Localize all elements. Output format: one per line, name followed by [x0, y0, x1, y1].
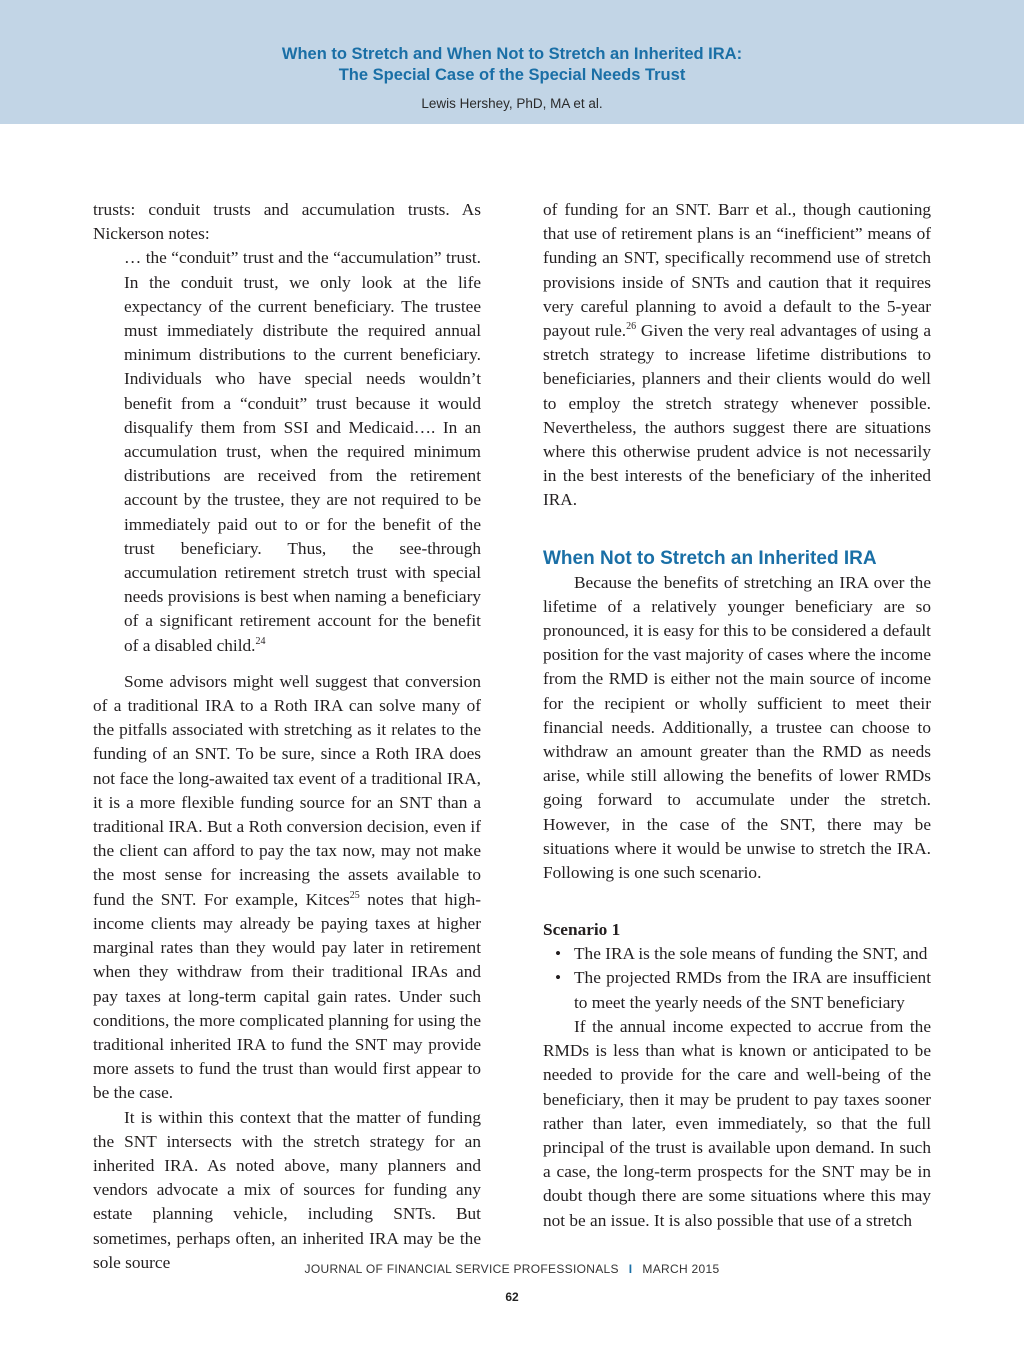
right-column	[543, 198, 931, 1233]
paragraph	[543, 198, 931, 513]
footnote-ref: 25	[349, 889, 360, 901]
bullet-icon: •	[555, 944, 562, 964]
footnote-ref: 26	[626, 321, 637, 333]
footnote-ref: 24	[255, 635, 266, 647]
paragraph: It is within this context that the matter of funding the SNT intersects with the stretch strategy for an inherited IRA. As noted above, many planners and vendors advocate a mix of sources for funding any estate planning vehicle, including SNTs. But sometimes, perhaps often, an inherited IRA may be the sole source	[93, 1107, 481, 1272]
list-item-text: The projected RMDs from the IRA are insufficient to meet the yearly needs of the SNT beneficiary	[574, 968, 931, 1012]
scenario-heading: Scenario 1	[543, 920, 621, 940]
paragraph-text: Given the very real advantages of using a stretch strategy to increase lifetime distributions to beneficiaries, planners and their clients would do well to employ the stretch strategy whenever possible. Nevertheless, the authors suggest there are situations where this otherwise prudent advice is not necessarily in the best interests of the beneficiary of the inherited IRA.	[543, 321, 931, 510]
page-number: 62	[505, 1290, 519, 1304]
section-heading: When Not to Stretch an Inherited IRA	[543, 547, 877, 569]
bullet-icon: •	[555, 968, 562, 988]
block-quote	[124, 246, 481, 657]
footer-separator: I	[628, 1262, 633, 1276]
left-column	[93, 198, 481, 1275]
paragraph: Because the benefits of stretching an IRA over the lifetime of a relatively younger beneficiary are so pronounced, it is easy for this to be considered a default position for the vast majority of cases where the income from the RMD is either not the main source of income for the recipient or wholly sufficient to meet their financial needs. Additionally, a trustee can choose to withdraw an amount greater than the RMD as needs arise, while still allowing the benefits of lower RMDs going forward to accumulate under the stretch. However, in the case of the SNT, there may be situations where it would be unwise to stretch the IRA. Following is one such scenario.	[543, 572, 931, 883]
paragraph	[93, 670, 481, 1106]
header-banner	[0, 0, 1024, 124]
paragraph-text: notes that high-income clients may already be paying taxes at higher marginal rates than they would pay later in retirement when they withdraw from their traditional IRAs and pay taxes at long-term capital gain rates. Under such conditions, the more complicated planning for using the traditional inherited IRA to fund the SNT may provide more assets to fund the trust than would first appear to be the case.	[93, 889, 481, 1103]
paragraph: If the annual income expected to accrue from the RMDs is less than what is known or anticipated to be needed to provide for the care and well-being of the beneficiary, then it may be prudent to pay taxes sooner rather than later, even immediately, so that the full principal of the trust is available upon demand. In such a case, the long-term prospects for the SNT may be in doubt though there are some situations where this may not be an issue. It is also possible that use of a stretch	[543, 1016, 931, 1230]
journal-name: JOURNAL OF FINANCIAL SERVICE PROFESSIONALS	[304, 1262, 619, 1276]
article-title-line-2: The Special Case of the Special Needs Trust	[338, 66, 686, 84]
paragraph-text: Some advisors might well suggest that conversion of a traditional IRA to a Roth IRA can solve many of the pitfalls associated with stretching as it relates to the funding of an SNT. To be sure, since a Roth IRA does not face the long-awaited tax event of a traditional IRA, it is a more flexible funding source for an SNT than a traditional IRA. But a Roth conversion decision, even if the client can afford to pay the tax now, may not make the most sense for increasing the assets available to fund the SNT. For example, Kitces	[93, 671, 481, 909]
quote-text: … the “conduit” trust and the “accumulation” trust. In the conduit trust, we only look at the life expectancy of the current beneficiary. The trustee must immediately distribute the required annual minimum distributions to the current beneficiary. Individuals who have special needs wouldn’t benefit from a “conduit” trust because it would disqualify them from SSI and Medicaid…. In an accumulation trust, when the required minimum distributions are received from the retirement account by the trustee, they are not required to be immediately paid out to or for the benefit of the trust beneficiary. Thus, the see-through accumulation retirement stretch trust with special needs provisions is best when naming a beneficiary of a significant retirement account for the benefit of a disabled child.	[124, 248, 481, 655]
paragraph-text: of funding for an SNT. Barr et al., though cautioning that use of retirement plans is an “inefficient” means of funding an SNT, specifically recommend use of stretch provisions inside of SNTs and caution that it requires very careful planning to avoid a default to the 5-year payout rule.	[543, 200, 931, 341]
page-footer	[0, 1262, 1024, 1276]
list-item	[543, 966, 931, 1014]
bullet-list	[543, 942, 931, 1015]
list-item-text: The IRA is the sole means of funding the SNT, and	[574, 944, 928, 964]
author-line: Lewis Hershey, PhD, MA et al.	[421, 96, 603, 111]
article-title-line-1: When to Stretch and When Not to Stretch an Inherited IRA:	[281, 45, 743, 63]
paragraph: trusts: conduit trusts and accumulation trusts. As Nickerson notes:	[93, 200, 481, 244]
issue-date: MARCH 2015	[642, 1262, 720, 1276]
list-item	[543, 942, 931, 966]
